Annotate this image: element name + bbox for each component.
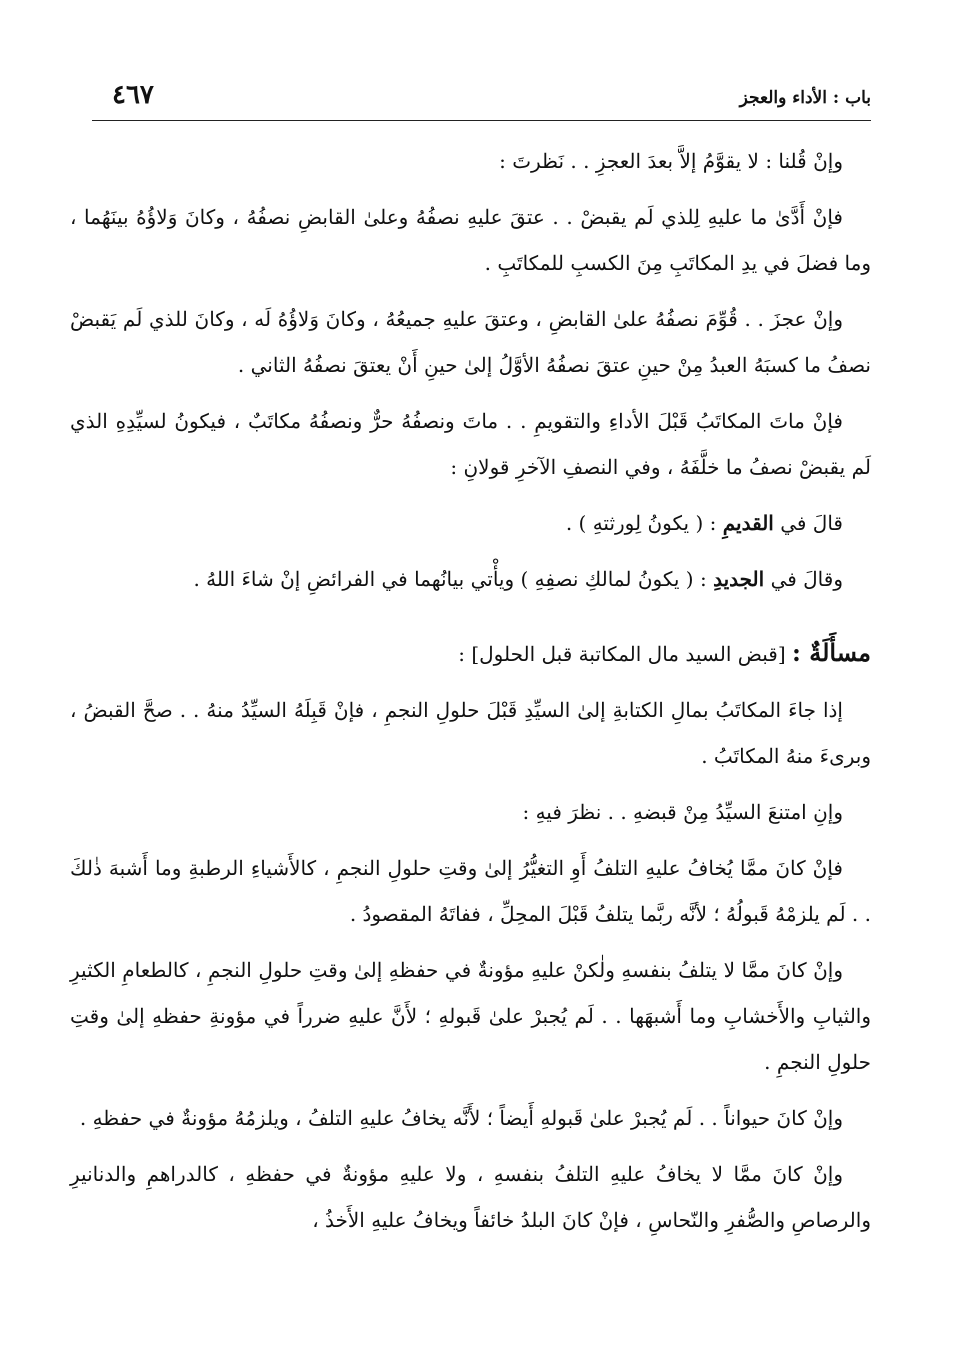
running-header (92, 80, 871, 120)
jadid-prefix: وقالَ في (770, 567, 843, 591)
page-number: ٤٦٧ (112, 80, 154, 110)
paragraph: وإنْ كانَ حيواناً . . لَم يُجبرْ علىٰ قَبولهِ أَيضاً ؛ لأَنَّه يخافُ عليهِ التلفُ ، ويلزمُهُ مؤونةٌ في حفظهِ . (79, 1106, 843, 1130)
jadid-keyword: الجديدِ (713, 567, 765, 591)
issue-heading (70, 630, 871, 677)
header-rule (92, 120, 871, 121)
issue-label: مسأَلَةٌ : (792, 638, 871, 667)
paragraph: وإنِ امتنعَ السيِّدُ مِنْ قبضهِ . . نظرَ فيهِ : (522, 800, 843, 824)
paragraph: فإنْ كانَ ممَّا يُخافُ عليهِ التلفُ أَوِ التغيُّرُ إلىٰ وقتِ حلولِ النجمِ ، كالأَشياءِ الرطبةِ وما أَشبهَ ذٰلكَ . . لَم يلزمْهُ قَبولُهُ ؛ لأنَّه ربَّما يتلفُ قَبْلَ المحِلِّ ، ففاتَهُ المقصودُ . (70, 856, 871, 926)
qadim-keyword: القديمِ (722, 511, 774, 535)
jadid-rest: : ( يكونُ لمالكِ نصفِهِ ) ويأْتي بيانُهما في الفرائضِ إنْ شاءَ اللهُ . (193, 567, 707, 591)
paragraph: إذا جاءَ المكاتَبُ بمالِ الكتابةِ إلىٰ السيِّدِ قَبْلَ حلولِ النجمِ ، فإنْ قَبِلَهُ السيِّدُ منهُ . . صحَّ القبضُ ، وبرىءَ منهُ المكاتَبُ . (70, 698, 871, 768)
paragraph: وإنْ كانَ ممَّا لا يتلفُ بنفسهِ ولٰكنْ عليهِ مؤونةٌ في حفظهِ إلىٰ وقتِ حلولِ النجمِ ، كالطعامِ الكثيرِ والثيابِ والأَخشابِ وما أَشبهَها . . لَم يُجبرْ علىٰ قَبولهِ ؛ لأَنَّ عليهِ ضرراً في مؤونةِ حفظهِ إلىٰ وقتِ حلولِ النجمِ . (70, 958, 871, 1074)
page-body (70, 138, 871, 1253)
paragraph: وإنْ كانَ ممَّا لا يخافُ عليهِ التلفُ بنفسهِ ، ولا عليهِ مؤونةٌ في حفظهِ ، كالدراهمِ والدنانيرِ والرصاصِ والصُّفرِ والنّحاسِ ، فإنْ كانَ البلدُ خائفاً ويخافُ عليهِ الأَخذُ ، (70, 1162, 871, 1232)
paragraph: فإنْ أَدَّىٰ ما عليهِ لِلذي لَم يقبضْ . . عتقَ عليهِ نصفُهُ وعلىٰ القابضِ نصفُهُ ، وكانَ وَلاؤُهُ بينَهُما ، وما فضلَ في يدِ المكاتَبِ مِنَ الكسبِ للمكاتَبِ . (70, 205, 871, 275)
issue-title: [قبض السيد مال المكاتبة قبل الحلول] : (458, 642, 786, 666)
jadid-paragraph (70, 556, 871, 602)
paragraph: وإنْ عجزَ . . قُوِّمَ نصفُهُ علىٰ القابضِ ، وعتقَ عليهِ جميعُهُ ، وكانَ وَلاؤُهُ لَه ، وكانَ للذي لَم يَقبضْ نصفُ ما كسبَهُ العبدُ مِنْ حينِ عتقَ نصفُهُ الأوَّلُ إلىٰ حينِ أَنْ يعتقَ نصفُهُ الثاني . (70, 307, 871, 377)
chapter-title: باب : الأداء والعجز (739, 88, 871, 108)
qadim-rest: : ( يكونُ لِورثتهِ ) . (565, 511, 717, 535)
paragraph: فإنْ ماتَ المكاتَبُ قَبْلَ الأداءِ والتقويمِ . . ماتَ ونصفُهُ حرٌّ ونصفُهُ مكاتَبٌ ، فيكونُ لسيِّدِهِ الذي لَم يقبضْ نصفُ ما خلَّفَهُ ، وفي النصفِ الآخرِ قولانِ : (70, 409, 871, 479)
qadim-paragraph (70, 500, 871, 546)
paragraph: وإنْ قُلنا : لا يقوَّمُ إلاَّ بعدَ العجزِ . . نَظرتَ : (499, 149, 843, 173)
qadim-prefix: قالَ في (780, 511, 843, 535)
